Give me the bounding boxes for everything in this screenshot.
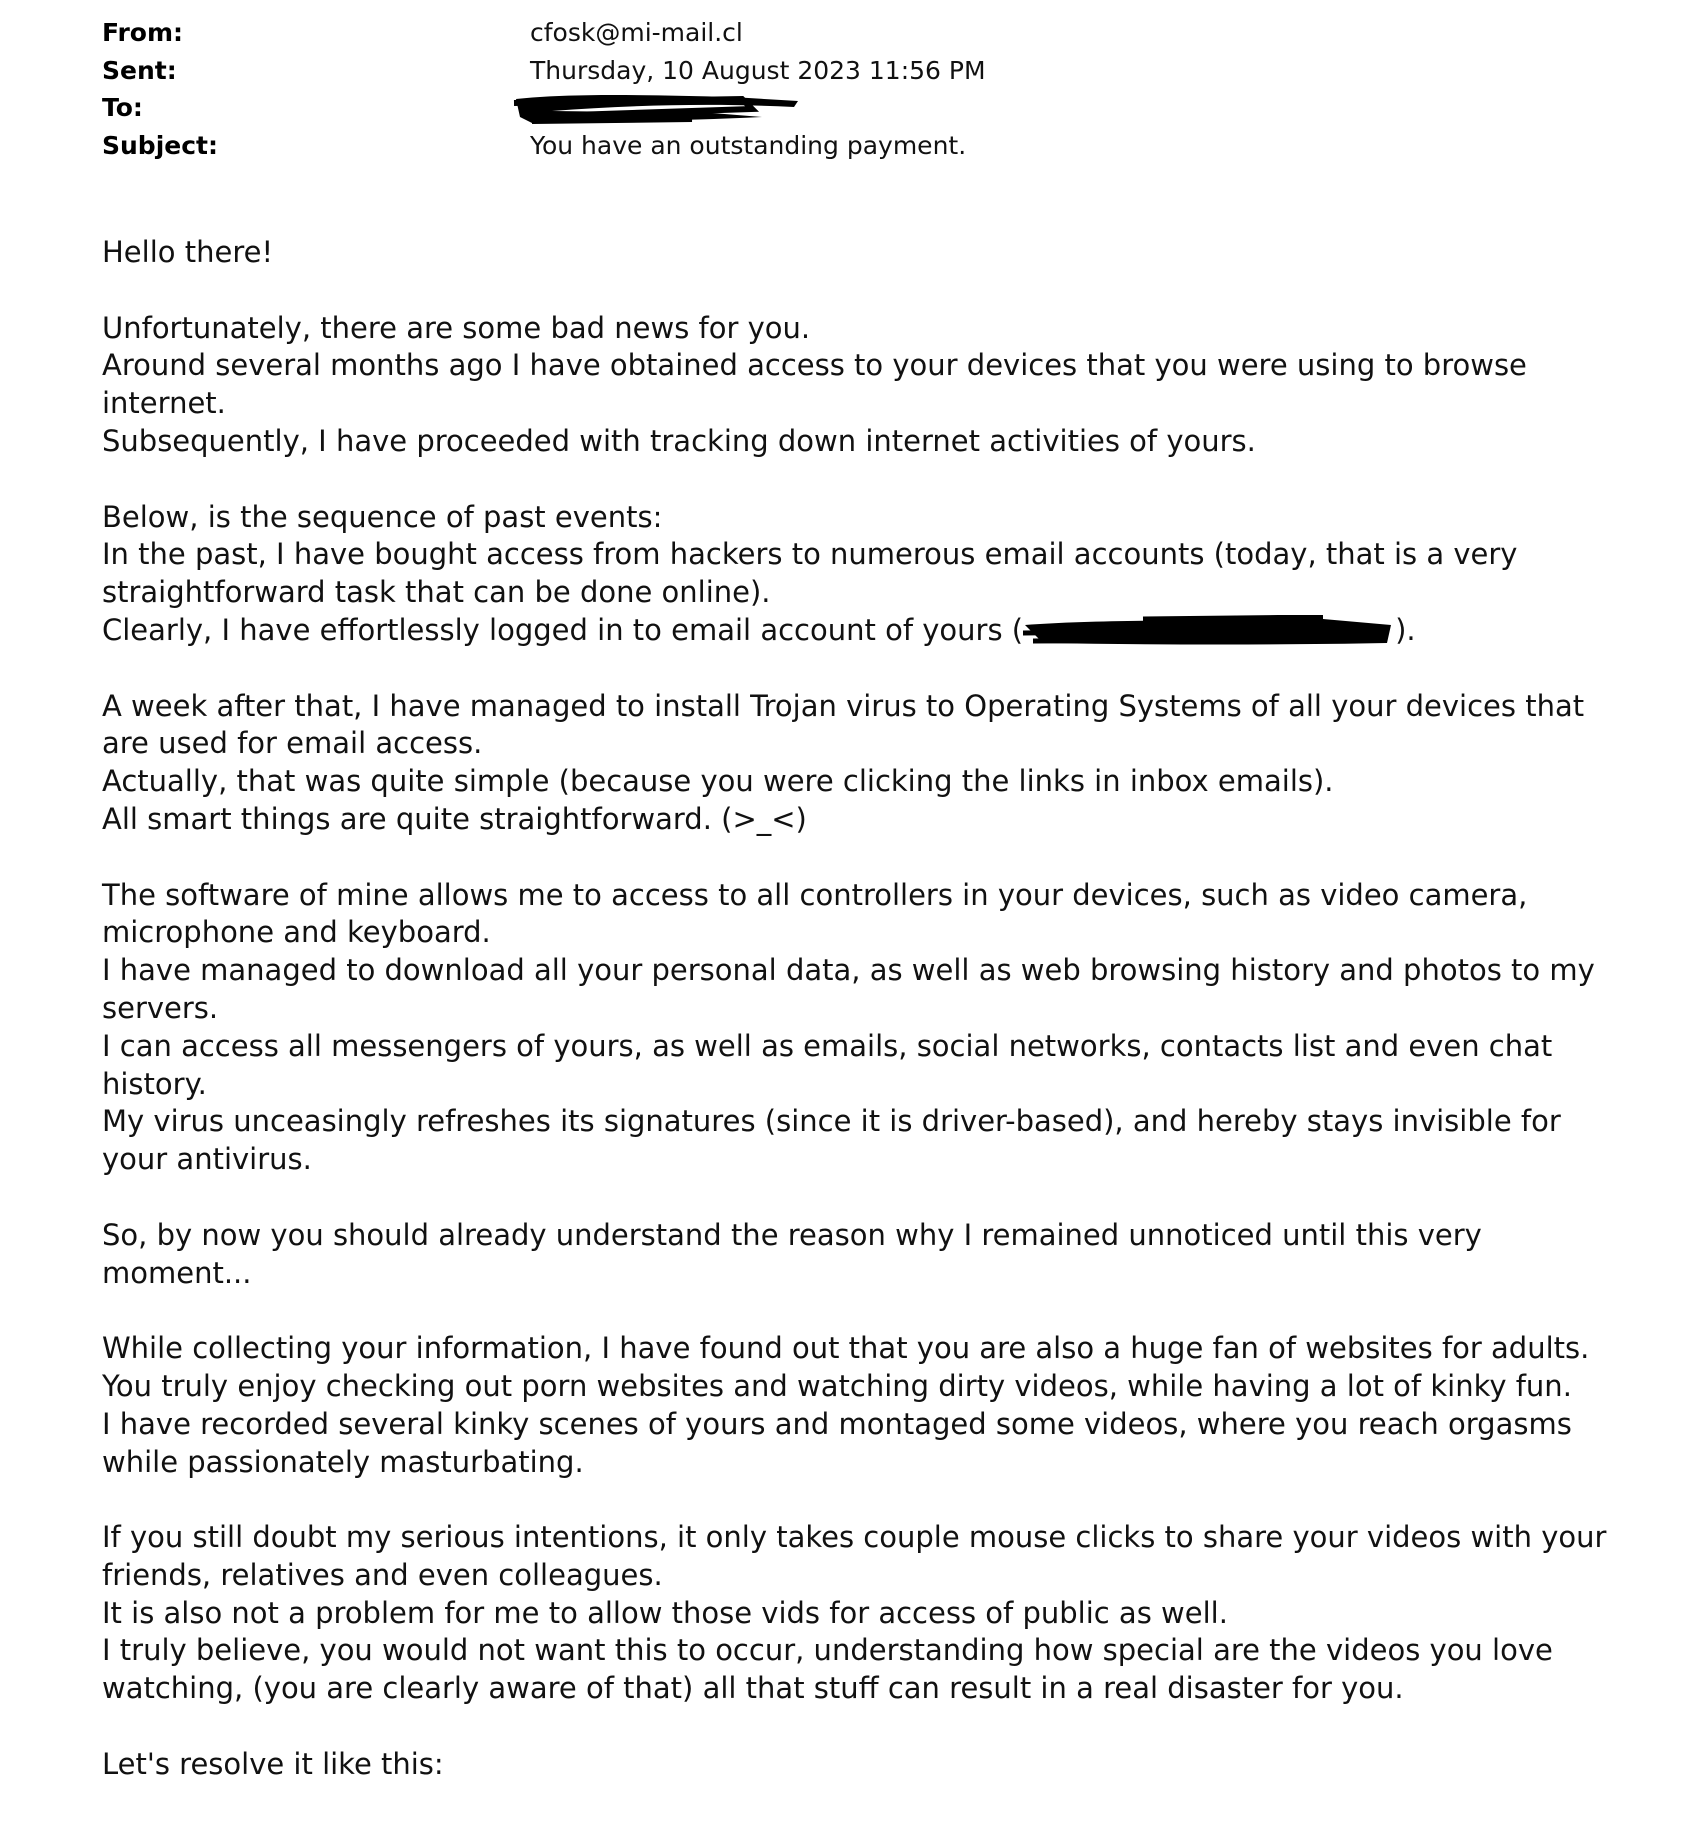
paragraph-line: While collecting your information, I have found out that you are also a huge fan of websites for adults.: [102, 1331, 1590, 1366]
line-after-redaction: ).: [1395, 612, 1416, 647]
paragraph-line: It is also not a problem for me to allow those vids for access of public as well.: [102, 1595, 1228, 1630]
paragraph-line: Around several months ago I have obtained access to your devices that you were using to browse internet.: [102, 348, 1527, 421]
paragraph-line: If you still doubt my serious intentions, it only takes couple mouse clicks to share your videos with your friends, relatives and even colleagues.: [102, 1520, 1607, 1592]
from-value: cfosk@mi-mail.cl: [530, 18, 743, 47]
paragraph-line: The software of mine allows me to access to all controllers in your devices, such as video camera, microphone and keyboard.: [102, 877, 1528, 950]
greeting: [102, 234, 1622, 272]
sent-row: [102, 52, 1602, 90]
sent-value: Thursday, 10 August 2023 11:56 PM: [530, 55, 986, 85]
paragraph-line: I truly believe, you would not want this to occur, understanding how special are the videos you love watching, (you are clearly aware of that) all that stuff can result in a real disaster for you.: [102, 1633, 1553, 1706]
from-row: [102, 14, 1602, 52]
paragraph-line: In the past, I have bought access from hackers to numerous email accounts (today, that is a very straightforward task that can be done online).: [102, 537, 1518, 610]
email-body: [102, 234, 1622, 1821]
greeting-text: Hello there!: [102, 235, 274, 269]
redaction-scribble: [1023, 615, 1395, 649]
email-address-redaction: [1023, 615, 1395, 649]
paragraph-line: Below, is the sequence of past events:: [102, 499, 663, 534]
from-label: From:: [102, 18, 184, 47]
paragraph-line: So, by now you should already understand the reason why I remained unnoticed until this very moment...: [102, 1217, 1482, 1290]
subject-row: [102, 127, 1602, 165]
closing: [102, 1746, 1622, 1784]
sent-label: Sent:: [102, 55, 177, 85]
to-row: [102, 89, 1602, 127]
paragraph-line: I can access all messengers of yours, as well as emails, social networks, contacts list and even chat history.: [102, 1028, 1553, 1101]
paragraph-4: [102, 877, 1622, 1179]
paragraph-1: [102, 310, 1622, 461]
paragraph-line: Subsequently, I have proceeded with tracking down internet activities of yours.: [102, 423, 1256, 458]
paragraph-2: [102, 499, 1622, 650]
paragraph-6: [102, 1330, 1622, 1481]
paragraph-line: I have managed to download all your personal data, as well as web browsing history and photos to my servers.: [102, 953, 1595, 1025]
paragraph-line: I have recorded several kinky scenes of yours and montaged some videos, where you reach orgasms while passionately masturbating.: [102, 1406, 1572, 1479]
paragraph-line: My virus unceasingly refreshes its signatures (since it is driver-based), and hereby stays invisible for your antivirus.: [102, 1104, 1561, 1177]
email-header: [102, 14, 1602, 164]
paragraph-line: You truly enjoy checking out porn websites and watching dirty videos, while having a lot of kinky fun.: [102, 1368, 1572, 1403]
line-before-redaction: Clearly, I have effortlessly logged in to email account of yours (: [102, 612, 1024, 647]
paragraph-line-with-redaction: [102, 612, 1622, 650]
redaction-scribble: [512, 91, 802, 127]
closing-text: Let's resolve it like this:: [102, 1746, 444, 1781]
paragraph-5: [102, 1217, 1622, 1293]
subject-value: You have an outstanding payment.: [530, 130, 967, 160]
paragraph-line: A week after that, I have managed to install Trojan virus to Operating Systems of all your devices that are used for email access.: [102, 688, 1585, 761]
paragraph-7: [102, 1519, 1622, 1708]
subject-label: Subject:: [102, 130, 218, 160]
paragraph-line: Actually, that was quite simple (because you were clicking the links in inbox emails).: [102, 764, 1334, 799]
recipient-redaction: [512, 91, 802, 127]
to-label: To:: [102, 93, 143, 122]
paragraph-line: Unfortunately, there are some bad news for you.: [102, 310, 811, 345]
paragraph-3: [102, 688, 1622, 839]
paragraph-line: All smart things are quite straightforward. (>_<): [102, 801, 807, 836]
